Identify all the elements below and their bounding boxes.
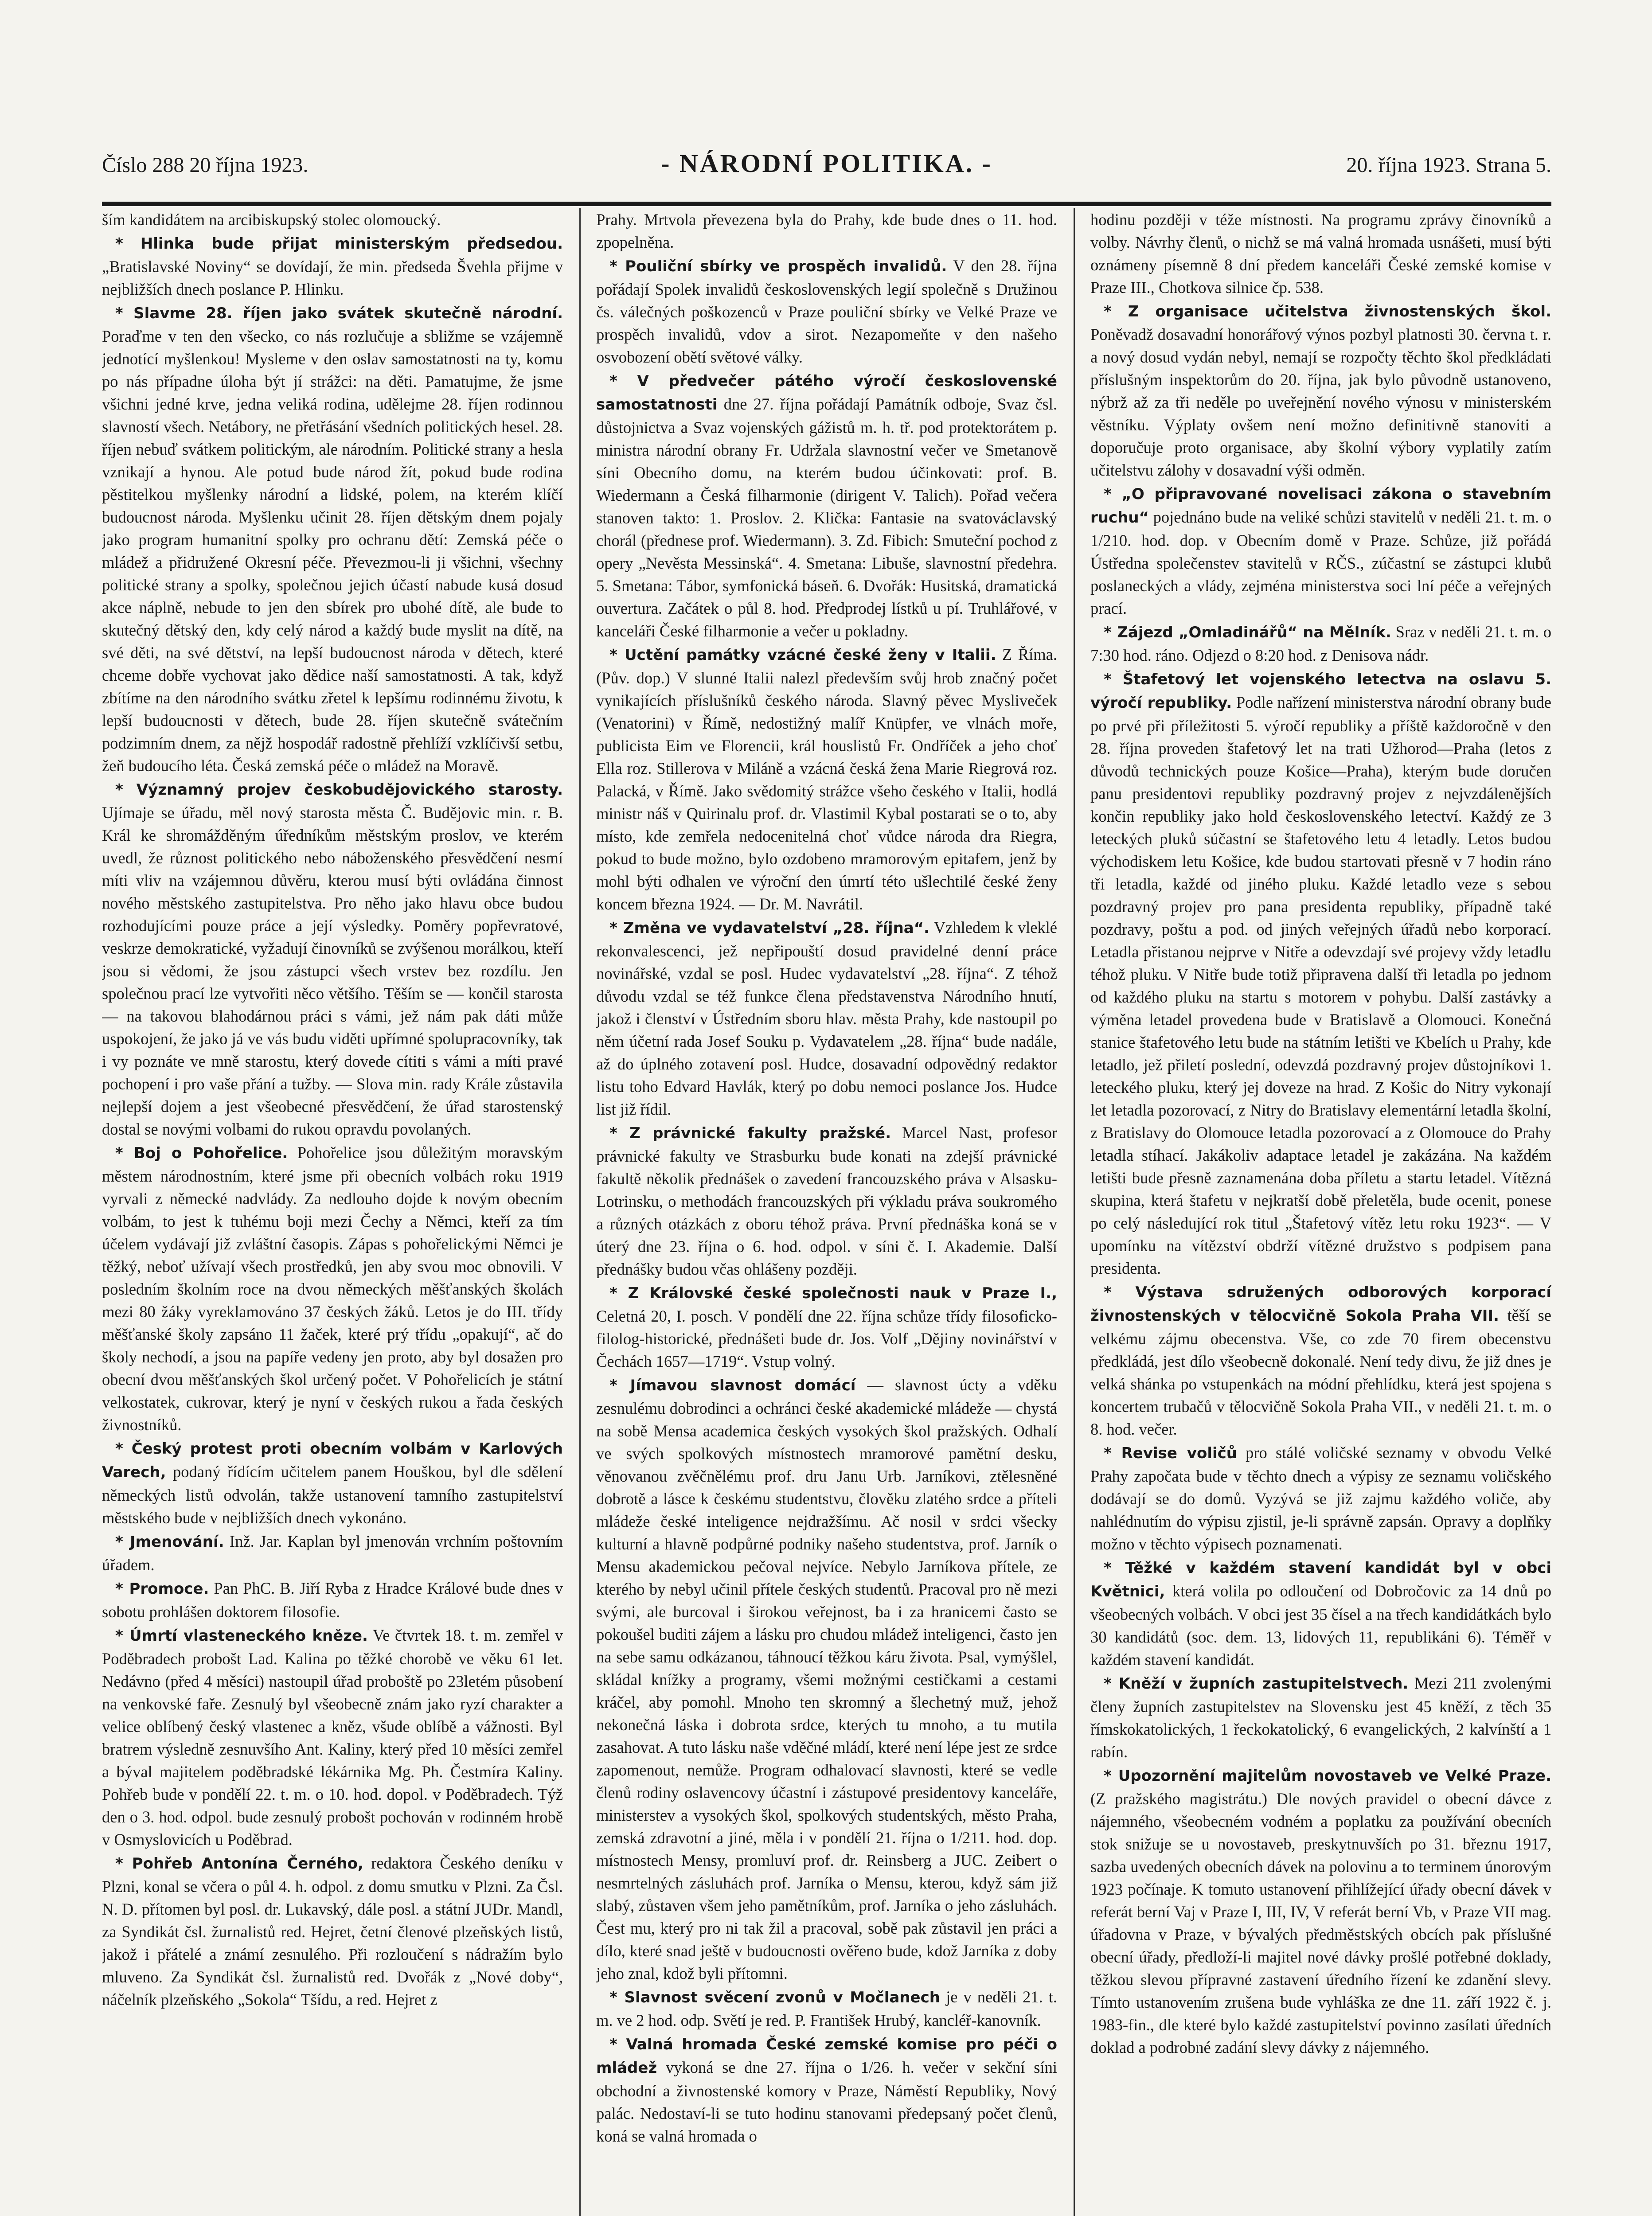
article-body: Sraz v neděli 21. t. m. o 7:30 hod. ráno. Odjezd o 8:20 hod. z Denisova nádr. xyxy=(1090,623,1551,664)
article-headline: * Štafetový let vojenského letectva na oslavu 5. výročí republiky. xyxy=(1090,671,1551,712)
article-headline: * Slavnost svěcení zvonů v Močlanech xyxy=(609,1989,940,2006)
article-paragraph xyxy=(596,916,1057,1120)
article-headline: * Boj o Pohořelice. xyxy=(115,1144,288,1162)
article-paragraph xyxy=(102,1530,563,1576)
article-headline: * Úmrtí vlasteneckého kněze. xyxy=(115,1627,368,1645)
article-body: Mezi 211 zvolenými členy župních zastupitelstev na Slovensku jest 45 kněží, z těch 35 římskokatolických, 1 řeckokatolický, 6 evangelických, 2 kalvínští a 1 rabín. xyxy=(1090,1674,1551,1761)
article-headline: * Z Královské české společnosti nauk v Praze I., xyxy=(609,1284,1057,1302)
article-body: Inž. Jar. Kaplan byl jmenován vrchním poštovním úřadem. xyxy=(102,1532,563,1574)
article-paragraph xyxy=(102,1852,563,2011)
article-headline: * Zájezd „Omladinářů“ na Mělník. xyxy=(1104,624,1391,641)
article-body: Z Říma. (Pův. dop.) V slunné Italii nalezl především svůj hrob značný počet vynikajících příslušníků českého národa. Slavný pěvec Mysliveček (Venatorini) v Římě, nedostižný malíř Knüpfer, ve vlnách moře, publicista Eim ve Florencii, král houslistů Fr. Ondříček a jeho choť Ella roz. Stillerova v Miláně a vzácná česká žena Marie Riegrová roz. Palacká, v Římě. Jako svědomitý strážce všeho českého v Italii, hodlá ministr náš v Quirinalu prof. dr. Vlastimil Kybal postarati se o to, aby místo, kde zemřela nedocenitelná choť vůdce národa dra Riegra, pokud to bude možno, bylo ozdobeno mramorovým epitafem, jenž by mohl býti odhalen ve výroční den úmrtí této ušlechtilé české ženy koncem března 1924. — Dr. M. Navrátil. xyxy=(596,645,1057,913)
article-headline: * Uctění památky vzácné české ženy v Italii. xyxy=(609,646,996,664)
article-headline: * V předvečer pátého výročí československé samostatnosti xyxy=(596,372,1057,414)
column-3 xyxy=(1090,208,1551,2216)
article-paragraph xyxy=(1090,1556,1551,1671)
article-headline: * Pohřeb Antonína Černého, xyxy=(115,1855,363,1873)
article-body: Ve čtvrtek 18. t. m. zemřel v Poděbradech probošt Lad. Kalina po těžké chorobě ve věku 61 let. Nedávno (před 4 měsíci) nastoupil úřad proboště po 23letém působení na venkovské faře. Zesnulý byl všeobecně znám jako ryzí charakter a velice oblíbený český vlastenec a kněz, všude oblíbě a vážnosti. Byl bratrem výsledně zesnuvšího Ant. Kaliny, který před 10 měsíci zemřel a býval majitelem poděbradské lékárnika Mg. Ph. Čestmíra Kaliny. Pohřeb bude v pondělí 22. t. m. o 10. hod. dopol. v Poděbradech. Týž den o 3. hod. odpol. bude zesnulý probošt pochován v rodinném hrobě v Osmyslovicích u Poděbrad. xyxy=(102,1626,563,1849)
article-headline: * Upozornění majitelům novostaveb ve Velké Praze. xyxy=(1104,1767,1551,1785)
column-rule-1 xyxy=(579,208,581,2216)
article-body: Vzhledem k vleklé rekonvalescenci, jež nepřipouští dosud pravidelné denní práce novinářské, vzdal se posl. Hudec vydavatelství „28. října“. Z téhož důvodu vzdal se též funkce člena představenstva Národního hnutí, jakož i členství v Ústředním sboru hlav. města Prahy, kde nastoupil po něm účetní rada Josef Souku p. Vydavatelem „28. října“ bude nadále, až do úplného zotavení posl. Hudce, dosavadní odpovědný redaktor listu toho Edvard Havlák, který po dobu nemoci poslance Jos. Hudce list již řídil. xyxy=(596,918,1057,1118)
article-body: pro stálé voličské seznamy v obvodu Velké Prahy započata bude v těchto dnech a výpisy ze seznamu voličského dodávají se do domů. Vyzývá se již zajmu každého voliče, aby nahlédnutím do výpisu zjistil, je-li správně zapsán. Opravy a doplňky možno v těchto výpisech poznamenati. xyxy=(1090,1444,1551,1553)
article-headline: * Hlinka bude přijat ministerským předsedou. xyxy=(115,235,563,253)
article-headline: * Valná hromada České zemské komise pro péči o mládež xyxy=(596,2036,1057,2077)
article-body: Prahy. Mrtvola převezena byla do Prahy, kde bude dnes o 11. hod. zpopelněna. xyxy=(596,211,1057,251)
article-paragraph xyxy=(596,2033,1057,2147)
article-body: Podle nařízení ministerstva národní obrany bude po prvé při příležitosti 5. výročí republiky a příště každoročně v den 28. října proveden štafetový let na trati Užhorod—Praha (letos z důvodů technických pouze Košice—Praha), kterým bude doručen panu presidentovi republiky pozdravný projev z nejvzdálenějších končin republiky jako hold československého letectví. Každý ze 3 leteckých pluků súčastní se štafetového letu 4 letadly. Letos budou východiskem letu Košice, kde budou startovati přesně v 7 hodin ráno tři letadla, každé od jiného pluku. Každé letadlo veze s sebou pozdravný projev pro pana presidenta republiky, případně také pozdravy, poštu a pod. od jiných veřejných úřadů nebo korporací. Letadla přistanou nejprve v Nitře a odevzdají své projevy vždy letadlu téhož pluku. V Nitře bude totiž připravena další tři letadla po jednom od každého pluku na startu s motorem v pohybu. Další zastávky a výměna letadel provedena bude v Bratislavě a Olomouci. Konečná stanice štafetového letu bude na státním letišti ve Kbelích u Prahy, kde letadlo, jež přiletí poslední, odevzdá pozdravný projev důstojníkovi 1. leteckého pluku, který jej doveze na hrad. Z Košic do Nitry vykonají let letadla pozorovací, z Nitry do Bratislavy elementární letadla školní, z Bratislavy do Olomouce letadla pozorovací a z Olomouce do Prahy letadla stíhací. Jakákoliv adaptace letadel je zakázána. Na každém letišti bude přesně zaznamenána doba příletu a startu letadel. Vítězná skupina, která štafetu v nejkratší době přeletěla, bude ocenit, ponese po celý následující rok titul „Štafetový vítěz letu roku 1923“. — V upomínku na vítězství obdrží vítězné družstvo s podpisem pana presidenta. xyxy=(1090,693,1551,1277)
article-paragraph xyxy=(596,1281,1057,1373)
article-body: která volila po odloučení od Dobročovic za 14 dnů po všeobecných volbách. V obci jest 35 čísel a na třech kandidátkách bylo 30 kandidátů (soc. dem. 13, lidových 11, republikáni 6). Téměř v každém stavení kandidát. xyxy=(1090,1582,1551,1669)
issue-number-date: Číslo 288 20 října 1923. xyxy=(102,153,309,177)
page-header xyxy=(102,148,1551,206)
article-headline: * Výstava sdružených odborových korporací živnostenských v tělocvičně Sokola Praha VII. xyxy=(1090,1284,1551,1325)
article-body: dne 27. října pořádají Památník odboje, Svaz čsl. důstojnictva a Svaz vojenských gážistů m. h. tř. pod protektorátem p. ministra národní obrany Fr. Udržala slavnostní večer ve Smetanově síni Obecního domu, na kterém budou účinkovati: prof. B. Wiedermann a Česká filharmonie (dirigent V. Talich). Pořad večera stanoven takto: 1. Proslov. 2. Klička: Fantasie na svatováclavský chorál (přednese prof. Wiedermann). 3. Zd. Fibich: Smuteční pochod z opery „Nevěsta Messinská“. 4. Smetana: Libuše, slavnostní předehra. 5. Smetana: Tábor, symfonická báseň. 6. Dvořák: Husitská, dramatická ouvertura. Začátek o půl 8. hod. Předprodej lístků u pí. Truhlářové, v kanceláři České filharmonie a večer u pokladny. xyxy=(596,395,1057,640)
article-paragraph xyxy=(102,1577,563,1623)
article-headline: * Z právnické fakulty pražské. xyxy=(609,1124,891,1142)
article-headline: * Český protest proti obecním volbám v Karlových Varech, xyxy=(102,1440,563,1481)
article-body: (Z pražského magistrátu.) Dle nových pravidel o obecní dávce z nájemného, všeobecném vodném a poplatku za používání obecních stok snižuje se u novostaveb, preskytnuvších po 31. březnu 1917, sazba uvedených obecních dávek na polovinu a to terminem únorovým 1923 počínaje. K tomuto ustanovení přihlížející úřady obecní dávek v referát berní Vaj v Praze I, III, IV, V referát berní Vb, v Praze VII mag. úřadovna v Praze, v bývalých předměstských obcích pak příslušné obecní úřady, předloží-li majitel nové dávky prošlé potřebné doklady, těžkou slevou přípravné zastavení úředního řízení ke zdanění slevy. Tímto ustanovením zrušena bude vyhláška ze dne 11. září 1922 č. j. 1983-fin., dle které bylo každé zastupitelství povinno zasílati úředních doklad a podrobné zadání slevy dávky z nájemného. xyxy=(1090,1790,1551,2056)
article-headline: * Revise voličů xyxy=(1104,1444,1238,1462)
article-body: Marcel Nast, profesor právnické fakulty ve Strasburku bude konati na zdejší právnické fakultě několik přednášek o zavedení francouzského práva v Alsasku-Lotrinsku, o methodách francouzských při výkladu práva soukromého a různých otázkách z oboru téhož práva. První přednáška koná se v úterý dne 23. října o 6. hod. odpol. v síni č. I. Akademie. Další přednášky budou včas ohlášeny později. xyxy=(596,1124,1057,1278)
article-paragraph xyxy=(102,1624,563,1851)
article-headline: * Pouliční sbírky ve prospěch invalidů. xyxy=(609,257,947,275)
article-headline: * Jímavou slavnost domácí xyxy=(609,1377,856,1394)
article-body: hodinu později v téže místnosti. Na programu zprávy činovníků a volby. Návrhy členů, o nichž se má valná hromada usnášeti, musí býti oznámeny písemně 8 dní předem kanceláři České zemské komise v Praze III., Chotkova silnice čp. 538. xyxy=(1090,211,1551,297)
article-body: Pohořelice jsou důležitým moravským městem národnostním, které jsme při obecních volbách roku 1919 vyrvali z německé nadvlády. Za nedlouho dojde k novým obecním volbám, to jest k tuhému boji mezi Čechy a Němci, kteří za tím účelem vydávají již zvláštní časopis. Zápas s pohořelickými Němci je těžký, neboť užívají všech prostředků, jen aby svou moc obnovili. V posledním školním roce na dvou německých měšťanských školách mezi 80 žáky vyreklamováno 37 českých žáků. Letos je do III. třídy měšťanské školy zapsáno 11 žaček, které prý třídu „opakují“, ač do školy nechodí, a jsou na papíře vedeny jen proto, aby byl dosažen pro obecní dvou měšťanských škol určený počet. V Pohořelicích je státní velkostatek, cukrovar, který je nyní v českých rukou a řada českých živnostníků. xyxy=(102,1143,563,1434)
article-body: vykoná se dne 27. října o 1/26. h. večer v sekční síni obchodní a živnostenské komory v Praze, Náměstí Republiky, Nový palác. Nedostaví-li se tuto hodinu stanovami předepsaný počet členů, koná se valná hromada o xyxy=(596,2058,1057,2145)
column-rule-2 xyxy=(1074,208,1075,2216)
article-body: V den 28. října pořádají Spolek invalidů československých legií společně s Družinou čs. válečných poškozenců v Praze pouliční sbírky ve Velké Praze ve prospěch invalidů, vdov a sirot. Nezapomeňte v den našeho osvobození obětí světové války. xyxy=(596,257,1057,366)
column-2 xyxy=(596,208,1057,2216)
article-body: Ujímaje se úřadu, měl nový starosta města Č. Budějovic min. r. B. Král ke shromážděným úředníkům městským proslov, ve kterém uvedl, že různost politického nebo náboženského přesvědčení nesmí míti vliv na vzájemnou důvěru, kterou musí býti ovládána činnost nového městského zastupitelstva. Pro něho jako hlavu obce budou rozhodujícími pouze práce a její výsledky. Poměry popřevratové, veskrze demokratické, vyžadují činovníků se zvýšenou morálkou, kteří jsou si vědomi, že jsou zástupci všech vrstev bez rozdílu. Jen společnou prací lze vytvořiti něco většího. Těším se — končil starosta — na takovou blahodárnou práci s vámi, jež nám pak dáti může uspokojení, že jako já ve vás budu viděti upřímné spolupracovníky, tak i vy poznáte ve mně starostu, který dovede cítiti s vámi a míti pravé pochopení i pro vaše přání a tužby. — Slova min. rady Krále zůstavila nejlepší dojem a jest všeobecné přesvědčení, že úřad starostenský dostal se novými volbami do rukou opravdu povolaných. xyxy=(102,804,563,1138)
article-body: „Bratislavské Noviny“ se dovídají, že min. předseda Švehla přijme v nejbližších dnech poslance P. Hlinku. xyxy=(102,257,563,298)
article-body: ším kandidátem na arcibiskupský stolec olomoucký. xyxy=(102,211,441,229)
article-headline: * Jmenování. xyxy=(115,1533,224,1551)
article-headline: * Kněží v župních zastupitelstvech. xyxy=(1104,1675,1409,1693)
article-body: Poněvadž dosavadní honorářový výnos pozbyl platnosti 30. června t. r. a nový dosud vydán nebyl, nemají se rozpočty těchto škol předkládati příslušným inspektorům do 20. října, jak bylo původně ustanoveno, nýbrž až za tři neděle po uveřejnění nového výnosu v ministerském věstníku. Výplaty ovšem není možno definitivně stanoviti a doporučuje proto organisace, aby školní výbory vyplatily zatím učitelstvu zálohy v dosavadní výši odměn. xyxy=(1090,325,1551,479)
article-paragraph xyxy=(596,1986,1057,2032)
article-body: pojednáno bude na veliké schůzi stavitelů v neděli 21. t. m. o 1/210. hod. dop. v Obecním domě v Praze. Schůze, již pořádá Ústředna společenstev stavitelů v RČS., zúčastní se zástupci klubů poslaneckých a vlády, zejména ministerstva soci lní péče a veřejných prací. xyxy=(1090,508,1551,617)
article-body: těší se velkému zájmu obecenstva. Vše, co zde 70 firem obecenstvu předkládá, jest dílo všeobecně dokonalé. Není tedy divu, že již dnes je velká shánka po vstupenkách na módní přehlídku, která jest spojena s koncertem trubačů v tělocvičně Sokola Praha VII., v neděli 21. t. m. o 8. hod. večer. xyxy=(1090,1306,1551,1438)
article-headline: * Slavme 28. říjen jako svátek skutečně národní. xyxy=(115,304,563,322)
article-paragraph xyxy=(596,254,1057,368)
article-body: — slavnost úcty a vděku zesnulému dobrodinci a ochránci české akademické mládeže — chystá na sobě Mensa academica českých vysokých škol pražských. Odhalí ve svých spolkových místnostech mramorové pamětní desku, věnovanou zvěčnělému prof. dru Janu Urb. Jarníkovi, ztělesněné dobrotě a lásce k českému studentstvu, člověku zlatého srdce a příteli mládeže české inteligence nejdražšímu. Ač nosil v srdci všecky kulturní a hlavně podpůrné podniky našeho studentstva, prof. Jarník o Mensu akademickou pečoval nejvíce. Nebylo Jarníkova přítele, ze kterého by nebyl učinil přítele českých studentů. Pracoval pro ně mezi svými, ale burcoval i širokou veřejnost, ba i za hranicemi často se pokoušel buditi zájem a lásku pro chudou mládež inteligenci, často jen na sebe samu odkázanou, táhnoucí těžkou káru života. Psal, vymýšlel, skládal knížky a programy, všemi možnými cestičkami a cestami kráčel, aby pomohl. Mnoho ten skromný a šlechetný muž, jehož nekonečná láska i dobrota srdce, kterých tu mnoho, a tu mutila zasahovat. A tuto lásku naše vděčné mládí, které není lépe jest ze srdce zapomenout, nemůže. Program odhalovací slavnosti, které se vedle členů rodiny oslavencovy účastní i zástupové presidentovy kanceláře, ministerstev a vysokých škol, spolkových studentských, město Praha, zemská zdravotní a jiné, měla i v pondělí 21. října o 1/211. hod. dop. místnostech Mensy, promluví prof. dr. Reinsberg a JUC. Zeibert o nesmrtelných zásluhách prof. Jarníka o Mensu, kterou, když sám již slabý, zůstaven všem jeho pamětníkům, prof. Jarníka o jeho zásluhách. Čest mu, který pro ni tak žil a pracoval, sobě pak zůstavil jen práci a dílo, které snad ještě v budoucnosti ověřeno bude, kdož Jarníka z doby jeho znal, kdož byli přítomni. xyxy=(596,1376,1057,1982)
article-paragraph xyxy=(102,778,563,1140)
article-headline: * Významný projev českobudějovického starosty. xyxy=(115,781,563,799)
article-paragraph xyxy=(1090,667,1551,1280)
article-paragraph xyxy=(1090,482,1551,620)
article-paragraph xyxy=(1090,1441,1551,1555)
article-paragraph xyxy=(102,1141,563,1436)
article-paragraph xyxy=(596,1373,1057,1985)
article-paragraph xyxy=(596,643,1057,915)
article-paragraph xyxy=(102,208,563,231)
article-body: je v neděli 21. t. m. ve 2 hod. odp. Světí je red. P. František Hrubý, kancléř-kanovník. xyxy=(596,1988,1057,2029)
article-paragraph xyxy=(596,208,1057,254)
column-1 xyxy=(102,208,563,2216)
article-paragraph xyxy=(1090,1672,1551,1763)
article-body: Pan PhC. B. Jiří Ryba z Hradce Králové bude dnes v sobotu prohlášen doktorem filosofie. xyxy=(102,1579,563,1621)
date-page-number: 20. října 1923. Strana 5. xyxy=(1346,153,1551,177)
article-body: Celetná 20, I. posch. V pondělí dne 22. října schůze třídy filosoficko-filolog-historické, přednášeti bude dr. Jos. Volf „Dějiny novinářství v Čechách 1657—1719“. Vstup volný. xyxy=(596,1307,1057,1370)
article-headline: * Změna ve vydavatelství „28. října“. xyxy=(609,919,929,937)
article-paragraph xyxy=(102,232,563,300)
article-headline: * Promoce. xyxy=(115,1580,209,1598)
article-headline: * „O připravované novelisaci zákona o stavebním ruchu“ xyxy=(1090,485,1551,527)
article-headline: * Těžké v každém stavení kandidát byl v obci Květnici, xyxy=(1090,1559,1551,1600)
article-paragraph xyxy=(596,369,1057,642)
article-paragraph xyxy=(1090,620,1551,667)
article-columns xyxy=(102,208,1551,2216)
article-body: podaný řídícím učitelem panem Houškou, byl dle sdělení německých listů odvolán, takže ustanovení tamního zastupitelství městského bude v nejbližších dnech vykonáno. xyxy=(102,1463,563,1527)
masthead-title: - NÁRODNÍ POLITIKA. - xyxy=(661,149,992,178)
article-paragraph xyxy=(1090,300,1551,481)
article-paragraph xyxy=(596,1121,1057,1280)
article-paragraph xyxy=(102,1437,563,1529)
article-paragraph xyxy=(1090,1764,1551,2059)
article-body: Poraďme v ten den všecko, co nás rozlučuje a sbližme se vzájemně jednotící myšlenkou! Mysleme v den oslav samostatnosti na ty, komu po nás případne úloha být jí strážci: na děti. Pamatujme, že jsme všichni jedné krve, jedna veliká rodina, udělejme 28. říjen rodinnou slavností všech. Netábory, ne přetřásání všedních politických hesel. 28. říjen nebuď svátkem politickým, ale národním. Politické strany a hesla vznikají a hynou. Ale potud bude národ žít, pokud bude rodina pěstitelkou myšlenky národní a lidské, polem, na kterém klíčí budoucnost národa. Myšlenku učinit 28. říjen dětským dnem pojaly jako program humanitní spolky pro ochranu dětí: Zemská péče o mládež a přidružené Okresní péče. Převezmou-li ji všichni, všechny politické strany a spolky, společnou jejich účastí nabude kusá dosud akce náplně, nebude to jen den sbírek pro ubohé dítě, ale bude to skutečný dětský den, kdy celý národ a každý bude myslit na dítě, na své děti, na své dětství, na lepší budoucnost národa v dětech, které chceme dobře vychovat jako dědice naší samostatnosti. A tak, když zbítíme na den národního svátku zřetel k lepšímu rodinnému životu, k lepší budoucnosti v dětech, bude 28. říjen skutečně svátečním podzimním dnem, za nějž hospodář radostně přehlíží vzklíčivší setbu, žeň budoucího léta. Česká zemská péče o mládež na Moravě. xyxy=(102,327,563,775)
article-headline: * Z organisace učitelstva živnostenských škol. xyxy=(1104,303,1551,320)
article-paragraph xyxy=(102,301,563,777)
article-paragraph xyxy=(1090,1280,1551,1440)
article-body: redaktora Českého deníku v Plzni, konal se včera o půl 4. h. odpol. z domu smutku v Plzni. Za Čsl. N. D. přítomen byl posl. dr. Lukavský, dále posl. a státní JUDr. Mandl, za Syndikát čsl. žurnalistů red. Hejret, četní členové plzeňských listů, jakož i přátelé a známí zesnulého. Při rozloučení s nádražím bylo mluveno. Za Syndikát čsl. žurnalistů red. Dvořák z „Nové doby“, náčelník plzeňského „Sokola“ Tšídu, a red. Hejret z xyxy=(102,1854,563,2009)
article-paragraph xyxy=(1090,208,1551,299)
